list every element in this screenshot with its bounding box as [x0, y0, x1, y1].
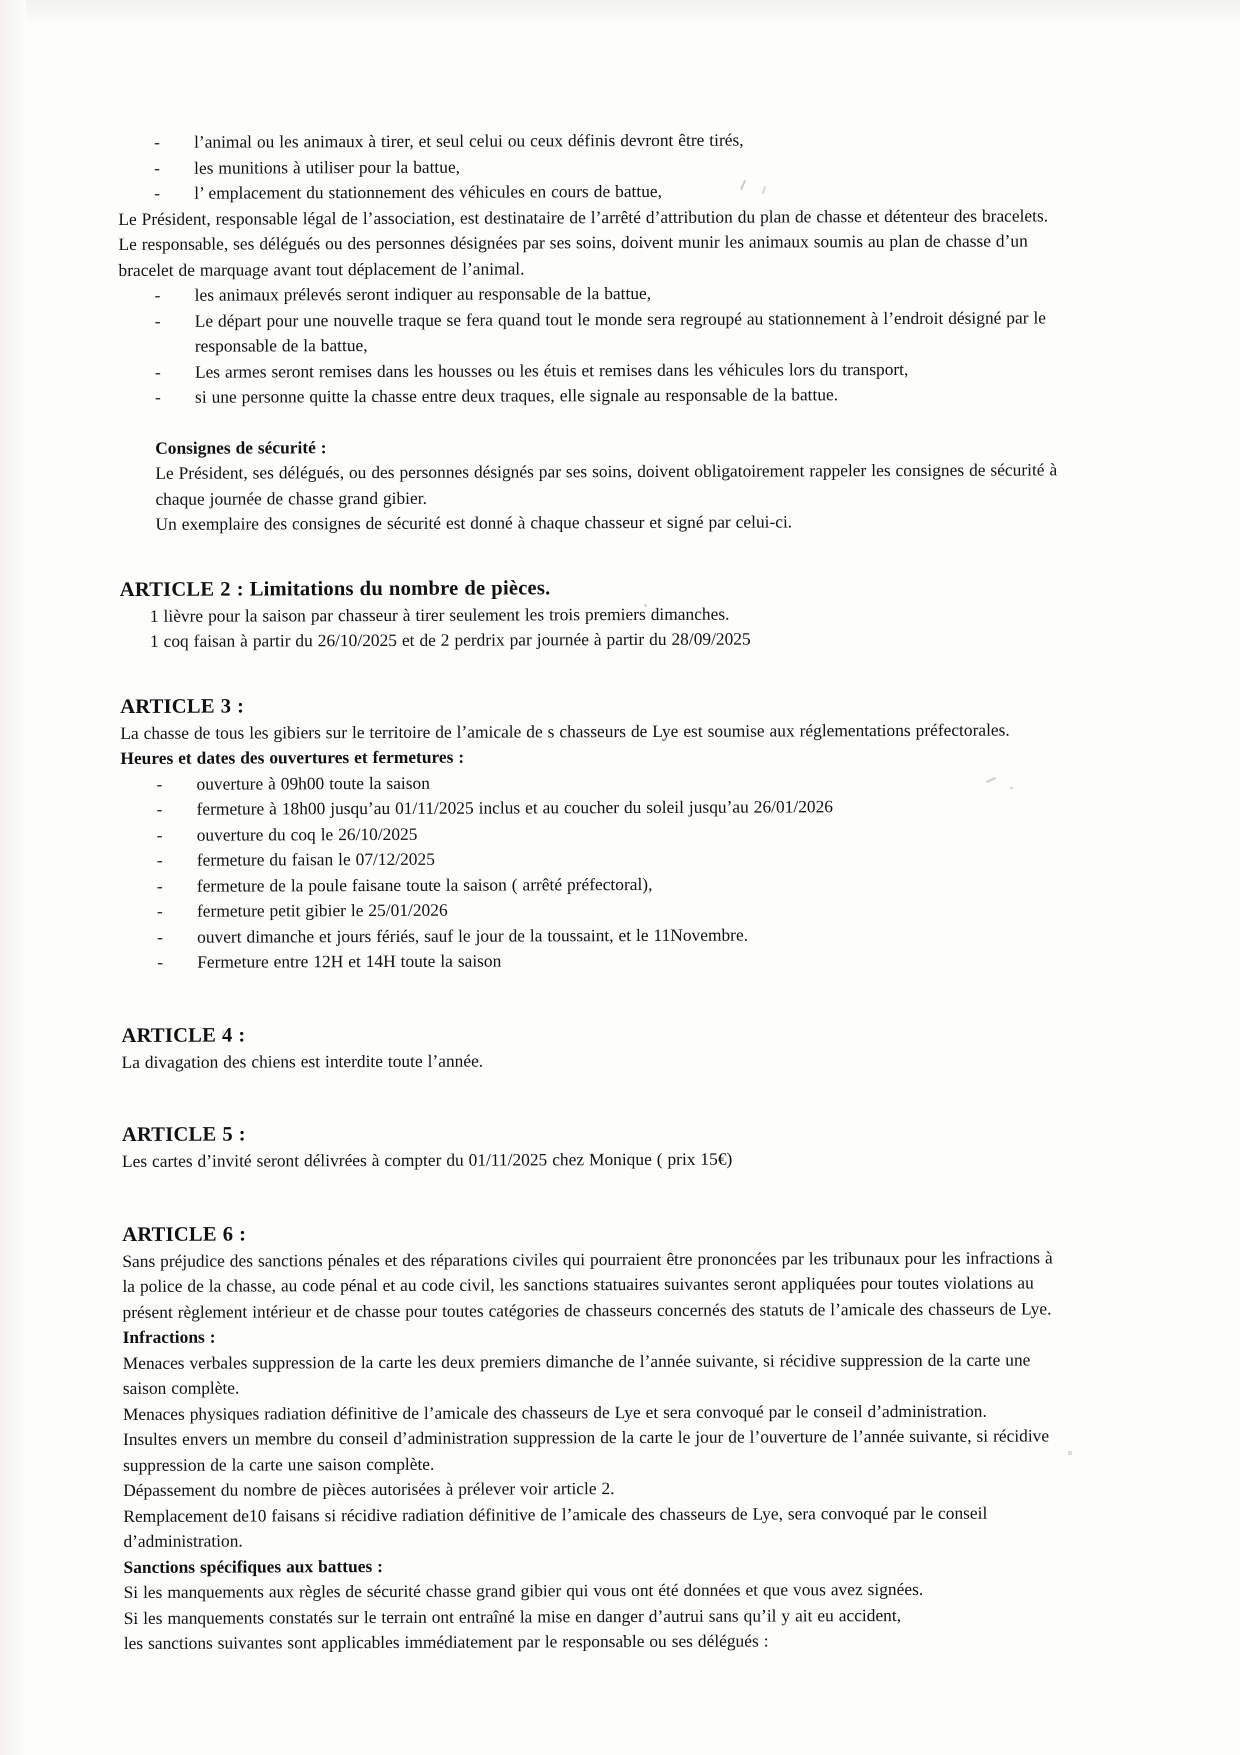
article-4-paragraph: La divagation des chiens est interdite toute l’année. — [121, 1050, 484, 1072]
infraction-item: Menaces physiques radiation définitive de l’amicale des chasseurs de Lye et sera convoqué par le conseil d’administration. — [122, 1400, 987, 1424]
spacer — [122, 1171, 1062, 1221]
spacer — [121, 972, 1061, 1022]
list-item: 1 lièvre pour la saison par chasseur à tirer seulement les trois premiers dimanches. — [149, 603, 730, 626]
list-item — [121, 870, 1061, 899]
scan-edge-shadow-top — [0, 0, 1240, 26]
list-item-text: ouverture à 09h00 toute la saison — [196, 772, 430, 794]
article-3-paragraph: La chasse de tous les gibiers sur le territoire de l’amicale de s chasseurs de Lye est soumise aux réglementations préfectorales. — [120, 719, 1010, 743]
article-2-heading: ARTICLE 2 : Limitations du nombre de pièces. — [119, 576, 551, 601]
list-item — [119, 305, 1059, 360]
dash-bullet-icon: - — [154, 361, 161, 382]
president-paragraph: Le Président, responsable légal de l’association, est destinataire de l’arrêté d’attribution du plan de chasse et détenteur des bracelets. Le responsable, ses délégués ou des personnes désignées par ses soins, doivent munir les animaux soumis au plan de chasse d’un bracelet de marquage avant tout déplacement de l’animal. — [118, 204, 1049, 280]
list-item-text: Le départ pour une nouvelle traque se fera quand tout le monde sera regroupé au stationnement à l’endroit désigné par le responsable de la battue, — [194, 306, 1047, 356]
sanctions-battues-heading: Sanctions spécifiques aux battues : — [123, 1555, 383, 1577]
list-item-text: l’animal ou les animaux à tirer, et seul celui ou ceux définis devront être tirés, — [194, 129, 744, 152]
heures-dates-list — [120, 768, 1061, 976]
dash-bullet-icon: - — [154, 182, 161, 203]
article-6-heading: ARTICLE 6 : — [122, 1223, 247, 1246]
document-body — [118, 130, 1058, 1657]
dash-bullet-icon: - — [154, 131, 160, 152]
list-item — [121, 844, 1061, 873]
scan-speck — [1068, 1451, 1072, 1455]
heures-dates-heading: Heures et dates des ouvertures et fermetures : — [120, 746, 465, 768]
list-item-text: les animaux prélevés seront indiquer au responsable de la battue, — [194, 282, 652, 305]
list-item-text: fermeture du faisan le 07/12/2025 — [196, 848, 435, 870]
dash-bullet-icon: - — [157, 951, 164, 972]
dash-bullet-icon: - — [154, 284, 161, 305]
infractions-heading: Infractions : — [122, 1326, 216, 1347]
article-5-heading: ARTICLE 5 : — [121, 1123, 246, 1146]
sanction-line: Si les manquements aux règles de sécurité chasse grand gibier qui vous ont été données et que vous avez signées. — [123, 1578, 924, 1602]
list-item — [121, 819, 1061, 848]
list-item — [119, 356, 1059, 385]
list-item — [120, 768, 1060, 797]
list-item — [119, 381, 1059, 410]
dash-bullet-icon: - — [154, 310, 161, 331]
spacer — [119, 407, 1059, 436]
list-item-text: fermeture à 18h00 jusqu’au 01/11/2025 inclus et au coucher du soleil jusqu’au 26/01/2026 — [196, 796, 833, 819]
consignes-section — [119, 432, 1059, 538]
scan-edge-shadow-left — [0, 0, 26, 1755]
consignes-heading: Consignes de sécurité : — [155, 436, 327, 458]
list-item — [121, 921, 1061, 950]
list-item-text: ouverture du coq le 26/10/2025 — [196, 823, 418, 845]
list-item — [121, 946, 1061, 975]
list-item — [118, 126, 1058, 155]
list-item — [121, 895, 1061, 924]
list-item — [119, 279, 1059, 308]
sanction-line: Si les manquements constatés sur le terrain ont entraîné la mise en danger d’autrui sans qu’il y ait eu accident, — [123, 1604, 902, 1628]
list-item: 1 coq faisan à partir du 26/10/2025 et de 2 perdrix par journée à partir du 28/09/2025 — [149, 628, 751, 651]
list-item-text: ouvert dimanche et jours fériés, sauf le jour de la toussaint, et le 11Novembre. — [197, 924, 749, 947]
list-item-text: si une personne quitte la chasse entre deux traques, elle signale au responsable de la battue. — [194, 384, 839, 407]
list-item — [118, 152, 1058, 181]
battue-rules-list — [119, 279, 1059, 410]
list-item-text: l’ emplacement du stationnement des véhicules en cours de battue, — [194, 180, 662, 203]
list-item-text: Fermeture entre 12H et 14H toute la saison — [197, 950, 502, 972]
dash-bullet-icon: - — [156, 824, 163, 845]
article-5-paragraph: Les cartes d’invité seront délivrées à compter du 01/11/2025 chez Monique ( prix 15€) — [121, 1148, 733, 1171]
list-item-text: fermeture petit gibier le 25/01/2026 — [196, 899, 448, 921]
article-3-heading: ARTICLE 3 : — [120, 695, 245, 718]
dash-bullet-icon: - — [154, 157, 160, 178]
consignes-paragraph-1: Le Président, ses délégués, ou des personnes désignés par ses soins, doivent obligatoirement rappeler les consignes de sécurité à chaque journée de chasse grand gibier. — [155, 459, 1058, 509]
battue-instructions-list — [118, 126, 1058, 206]
list-item-text: les munitions à utiliser pour la battue, — [194, 156, 461, 178]
dash-bullet-icon: - — [156, 773, 163, 794]
consignes-paragraph-2: Un exemplaire des consignes de sécurité est donné à chaque chasseur et signé par celui-ci. — [155, 511, 793, 534]
list-item-text: Les armes seront remises dans les housses ou les étuis et remises dans les véhicules lors du transport, — [194, 358, 909, 382]
article-2-lines — [120, 600, 1060, 655]
dash-bullet-icon: - — [156, 875, 163, 896]
list-item — [118, 177, 1058, 206]
list-item — [121, 793, 1061, 822]
article-6-paragraph: Sans préjudice des sanctions pénales et des réparations civiles qui pourraient être prononcées par les tribunaux pour les infractions à la police de la chasse, au code pénal et au code civil, les sanctions statuaires suivantes seront appliquées pour toutes violations au présent règlement intérieur et de chasse pour toutes catégories de chasseurs concernés des statuts de l’amicale des chasseurs de Lye. — [122, 1246, 1053, 1322]
infraction-item: Insultes envers un membre du conseil d’administration suppression de la carte le jour de l’ouverture de l’année suivante, si récidive suppression de la carte une saison complète. — [122, 1425, 1050, 1475]
spacer — [120, 651, 1060, 693]
list-item-text: fermeture de la poule faisane toute la saison ( arrêté préfectoral), — [196, 873, 653, 896]
spacer — [122, 1071, 1062, 1121]
article-4-heading: ARTICLE 4 : — [121, 1024, 246, 1047]
spacer — [120, 534, 1060, 576]
sanction-line: les sanctions suivantes sont applicables immédiatement par le responsable ou ses délégués : — [123, 1630, 769, 1653]
infraction-item: Menaces verbales suppression de la carte les deux premiers dimanche de l’année suivante, si récidive suppression de la carte une saison complète. — [122, 1349, 1031, 1398]
dash-bullet-icon: - — [156, 849, 163, 870]
dash-bullet-icon: - — [156, 900, 163, 921]
infraction-item: Dépassement du nombre de pièces autorisées à prélever voir article 2. — [123, 1478, 615, 1500]
dash-bullet-icon: - — [154, 386, 161, 407]
dash-bullet-icon: - — [156, 798, 163, 819]
infraction-item: Remplacement de10 faisans si récidive radiation définitive de l’amicale des chasseurs de Lye, sera convoqué par le conseil d’administration. — [123, 1502, 988, 1551]
dash-bullet-icon: - — [157, 926, 163, 947]
